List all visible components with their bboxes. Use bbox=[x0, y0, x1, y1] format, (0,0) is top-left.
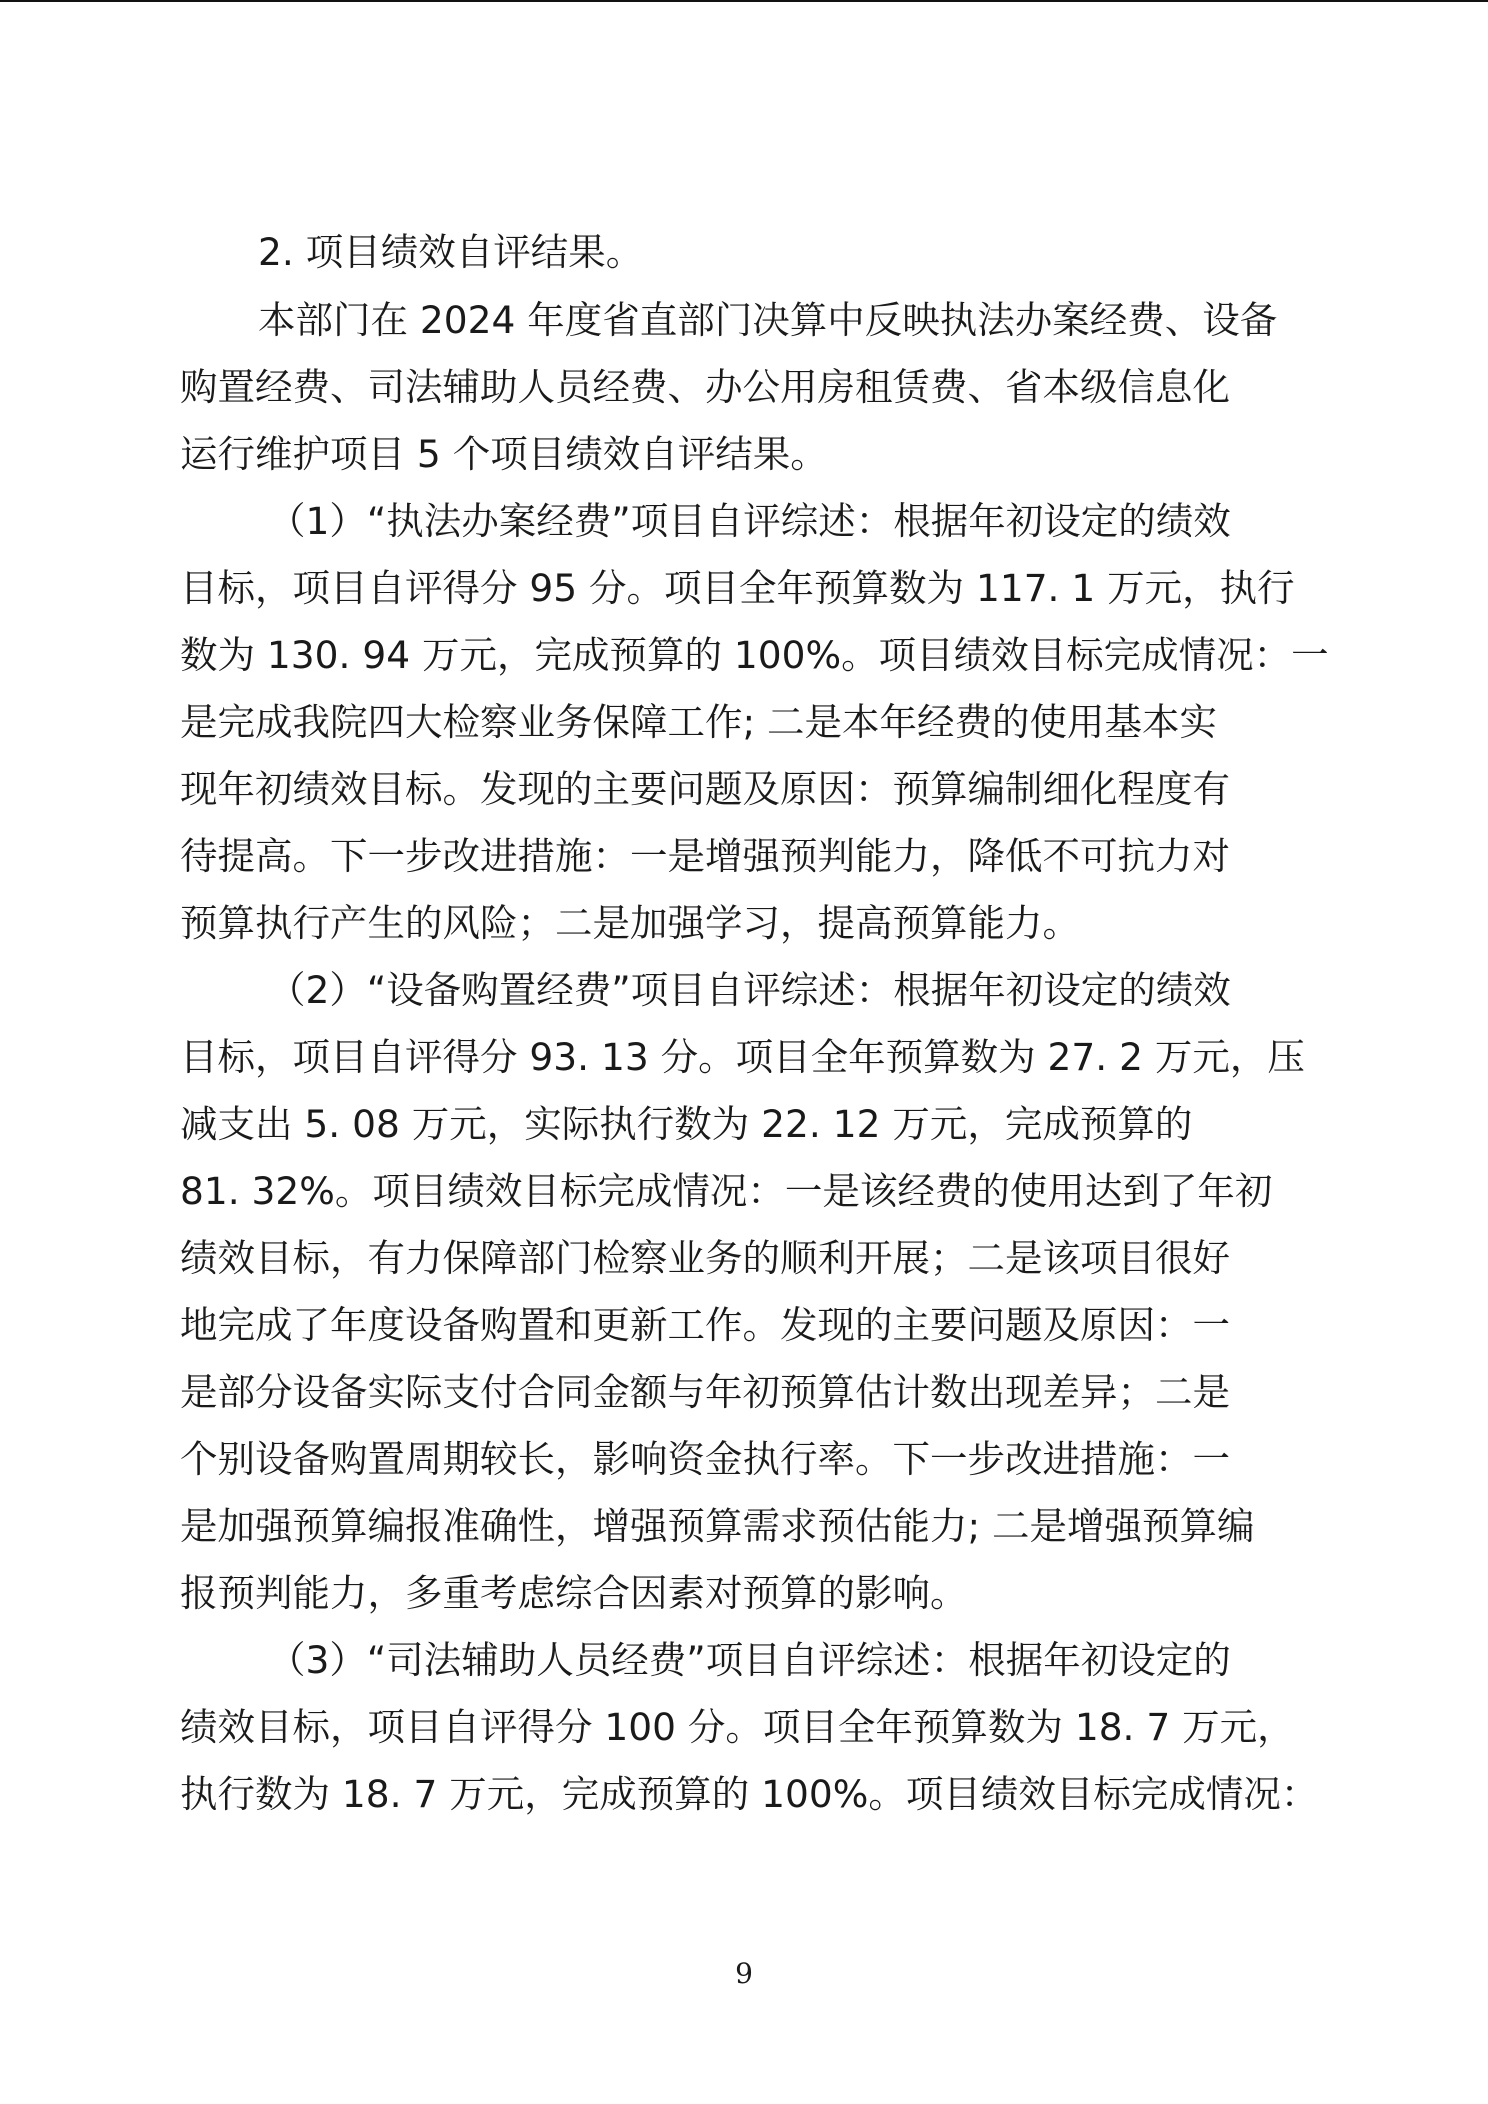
heading-self-evaluation-results: 2. 项目绩效自评结果。 bbox=[258, 230, 644, 274]
paragraph-item1-line: 目标，项目自评得分 95 分。项目全年预算数为 117. 1 万元，执行 bbox=[180, 566, 1295, 610]
paragraph-item2-line: 地完成了年度设备购置和更新工作。发现的主要问题及原因：一 bbox=[180, 1303, 1230, 1347]
paragraph-item2-line: 报预判能力，多重考虑综合因素对预算的影响。 bbox=[180, 1571, 968, 1615]
paragraph-intro-line: 本部门在 2024 年度省直部门决算中反映执法办案经费、设备 bbox=[258, 298, 1278, 342]
paragraph-item2-line: 是加强预算编报准确性，增强预算需求预估能力; 二是增强预算编 bbox=[180, 1504, 1255, 1548]
paragraph-item1-line: 数为 130. 94 万元，完成预算的 100%。项目绩效目标完成情况：一 bbox=[180, 633, 1329, 677]
paragraph-item3-line: 绩效目标，项目自评得分 100 分。项目全年预算数为 18. 7 万元， bbox=[180, 1705, 1295, 1749]
paragraph-intro-line: 运行维护项目 5 个项目绩效自评结果。 bbox=[180, 432, 828, 476]
paragraph-item1-line: 预算执行产生的风险；二是加强学习，提高预算能力。 bbox=[180, 901, 1080, 945]
paragraph-intro-line: 购置经费、司法辅助人员经费、办公用房租赁费、省本级信息化 bbox=[180, 365, 1230, 409]
page-number: 9 bbox=[735, 1957, 753, 1990]
paragraph-item3-line: （3）“司法辅助人员经费”项目自评综述：根据年初设定的 bbox=[268, 1638, 1231, 1682]
paragraph-item2-line: 减支出 5. 08 万元，实际执行数为 22. 12 万元，完成预算的 bbox=[180, 1102, 1193, 1146]
paragraph-item2-line: 个别设备购置周期较长，影响资金执行率。下一步改进措施：一 bbox=[180, 1437, 1230, 1481]
paragraph-item1-line: （1）“执法办案经费”项目自评综述：根据年初设定的绩效 bbox=[268, 499, 1231, 543]
paragraph-item3-line: 执行数为 18. 7 万元，完成预算的 100%。项目绩效目标完成情况： bbox=[180, 1772, 1319, 1816]
paragraph-item2-line: 绩效目标，有力保障部门检察业务的顺利开展；二是该项目很好 bbox=[180, 1236, 1230, 1280]
paragraph-item2-line: 81. 32%。项目绩效目标完成情况：一是该经费的使用达到了年初 bbox=[180, 1169, 1273, 1213]
paragraph-item1-line: 是完成我院四大检察业务保障工作; 二是本年经费的使用基本实 bbox=[180, 700, 1218, 744]
paragraph-item1-line: 现年初绩效目标。发现的主要问题及原因：预算编制细化程度有 bbox=[180, 767, 1230, 811]
paragraph-item2-line: 目标，项目自评得分 93. 13 分。项目全年预算数为 27. 2 万元，压 bbox=[180, 1035, 1305, 1079]
paragraph-item2-line: 是部分设备实际支付合同金额与年初预算估计数出现差异；二是 bbox=[180, 1370, 1230, 1414]
paragraph-item2-line: （2）“设备购置经费”项目自评综述：根据年初设定的绩效 bbox=[268, 968, 1231, 1012]
paragraph-item1-line: 待提高。下一步改进措施：一是增强预判能力，降低不可抗力对 bbox=[180, 834, 1230, 878]
